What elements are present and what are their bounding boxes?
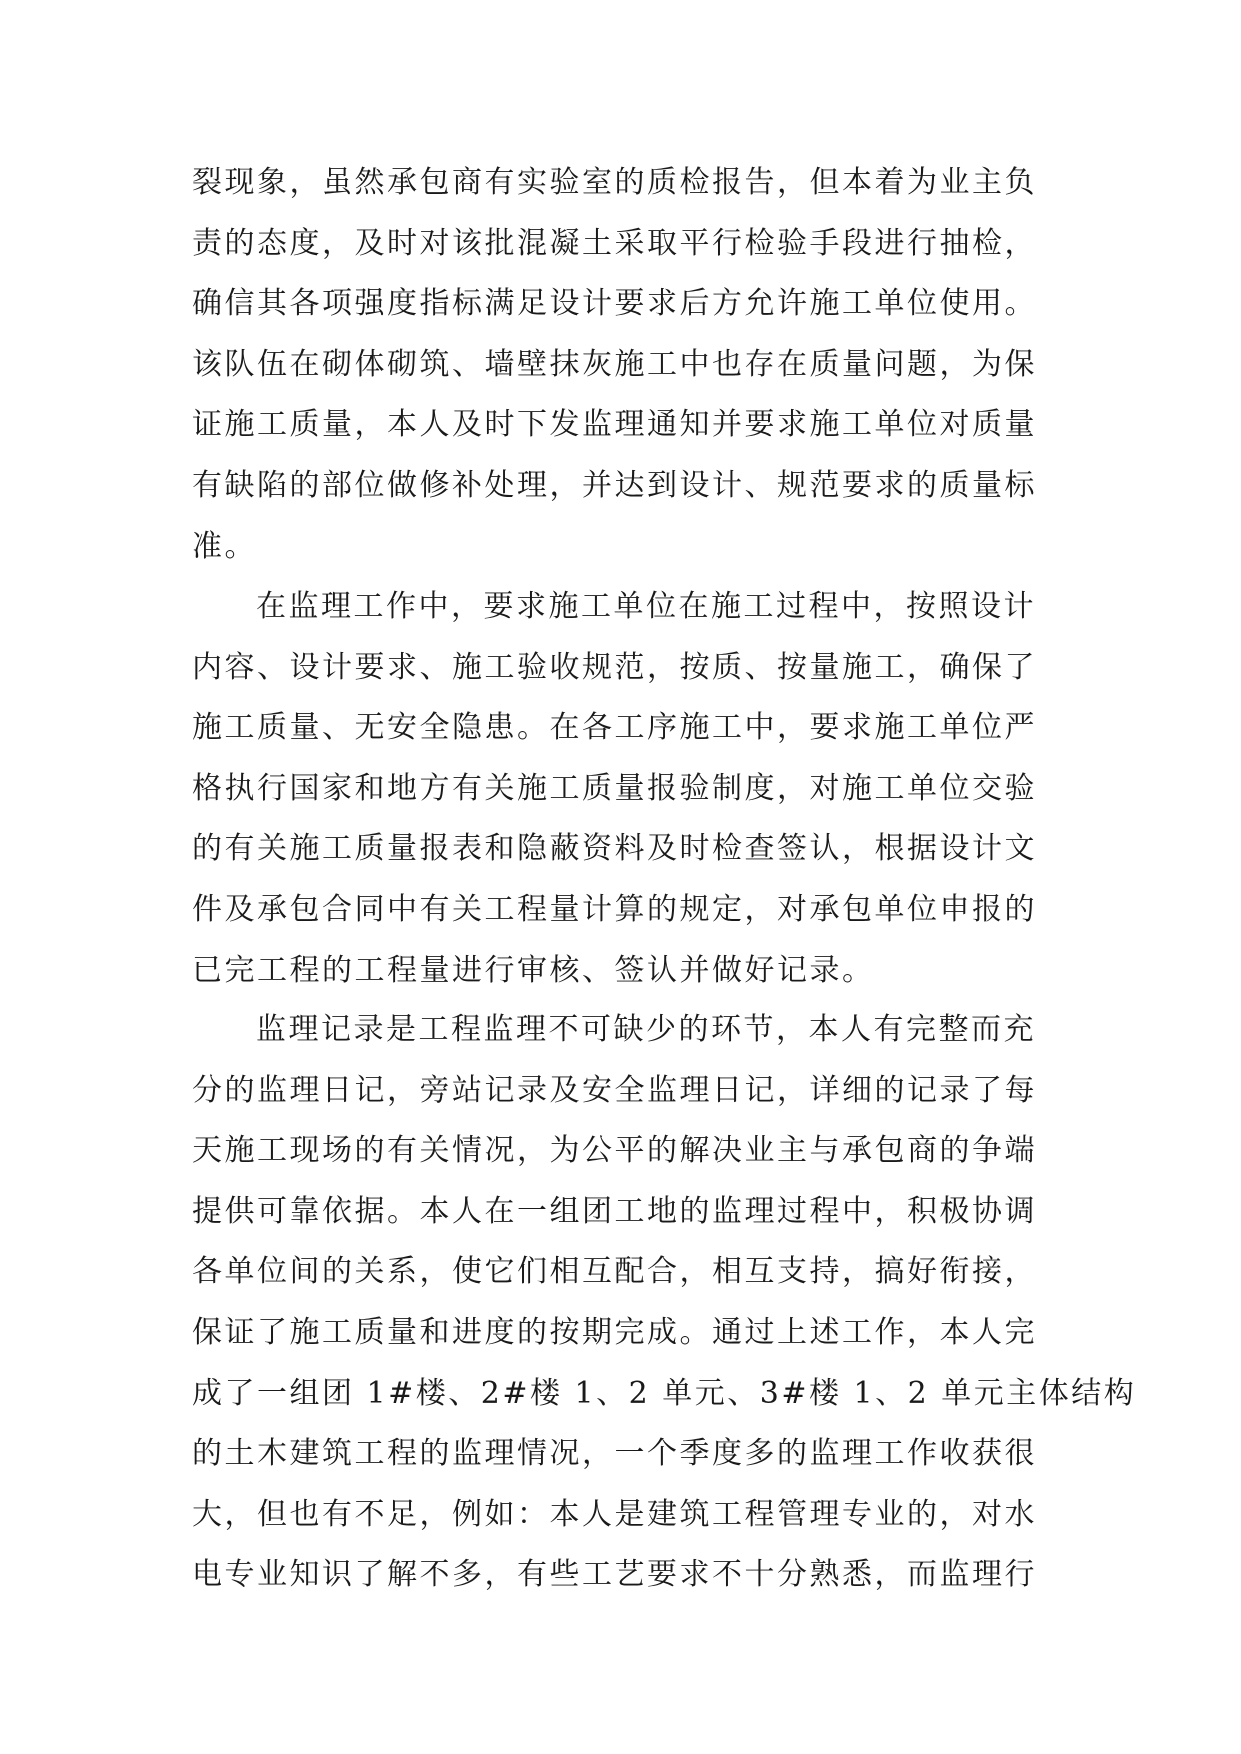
text-line: 件及承包合同中有关工程量计算的规定，对承包单位申报的 <box>192 891 1037 927</box>
text-line: 该队伍在砌体砌筑、墙壁抹灰施工中也存在质量问题，为保 <box>192 346 1037 382</box>
text-line: 电专业知识了解不多，有些工艺要求不十分熟悉，而监理行 <box>192 1557 1037 1593</box>
paragraph-1 <box>192 153 1062 577</box>
text-line: 提供可靠依据。本人在一组团工地的监理过程中，积极协调 <box>192 1193 1037 1229</box>
text-line: 证施工质量，本人及时下发监理通知并要求施工单位对质量 <box>192 407 1037 443</box>
text-line: 成了一组团 1#楼、2#楼 1、2 单元、3#楼 1、2 单元主体结构 <box>192 1375 1137 1411</box>
text-line: 天施工现场的有关情况，为公平的解决业主与承包商的争端 <box>192 1133 1037 1169</box>
text-line: 内容、设计要求、施工验收规范，按质、按量施工，确保了 <box>192 649 1037 685</box>
paragraph-3 <box>192 1000 1137 1606</box>
text-line: 已完工程的工程量进行审核、签认并做好记录。 <box>192 952 875 988</box>
text-line: 施工质量、无安全隐患。在各工序施工中，要求施工单位严 <box>192 710 1037 746</box>
paragraph-2 <box>192 577 1062 1001</box>
text-line: 裂现象，虽然承包商有实验室的质检报告，但本着为业主负 <box>192 165 1037 200</box>
text-line: 的有关施工质量报表和隐蔽资料及时检查签认，根据设计文 <box>192 831 1037 867</box>
text-line: 大，但也有不足，例如：本人是建筑工程管理专业的，对水 <box>192 1496 1037 1532</box>
text-line: 监理记录是工程监理不可缺少的环节，本人有完整而充 <box>256 1012 1036 1047</box>
text-line: 格执行国家和地方有关施工质量报验制度，对施工单位交验 <box>192 770 1037 806</box>
text-line: 分的监理日记，旁站记录及安全监理日记，详细的记录了每 <box>192 1072 1037 1108</box>
text-line: 保证了施工质量和进度的按期完成。通过上述工作，本人完 <box>192 1314 1037 1350</box>
text-line: 确信其各项强度指标满足设计要求后方允许施工单位使用。 <box>192 286 1037 322</box>
text-line: 的土木建筑工程的监理情况，一个季度多的监理工作收获很 <box>192 1436 1037 1472</box>
text-line: 各单位间的关系，使它们相互配合，相互支持，搞好衔接， <box>192 1254 1037 1290</box>
text-line: 在监理工作中，要求施工单位在施工过程中，按照设计 <box>256 589 1036 624</box>
text-line: 有缺陷的部位做修补处理，并达到设计、规范要求的质量标 <box>192 467 1037 503</box>
text-line: 准。 <box>192 528 257 564</box>
text-line: 责的态度，及时对该批混凝土采取平行检验手段进行抽检， <box>192 225 1037 261</box>
